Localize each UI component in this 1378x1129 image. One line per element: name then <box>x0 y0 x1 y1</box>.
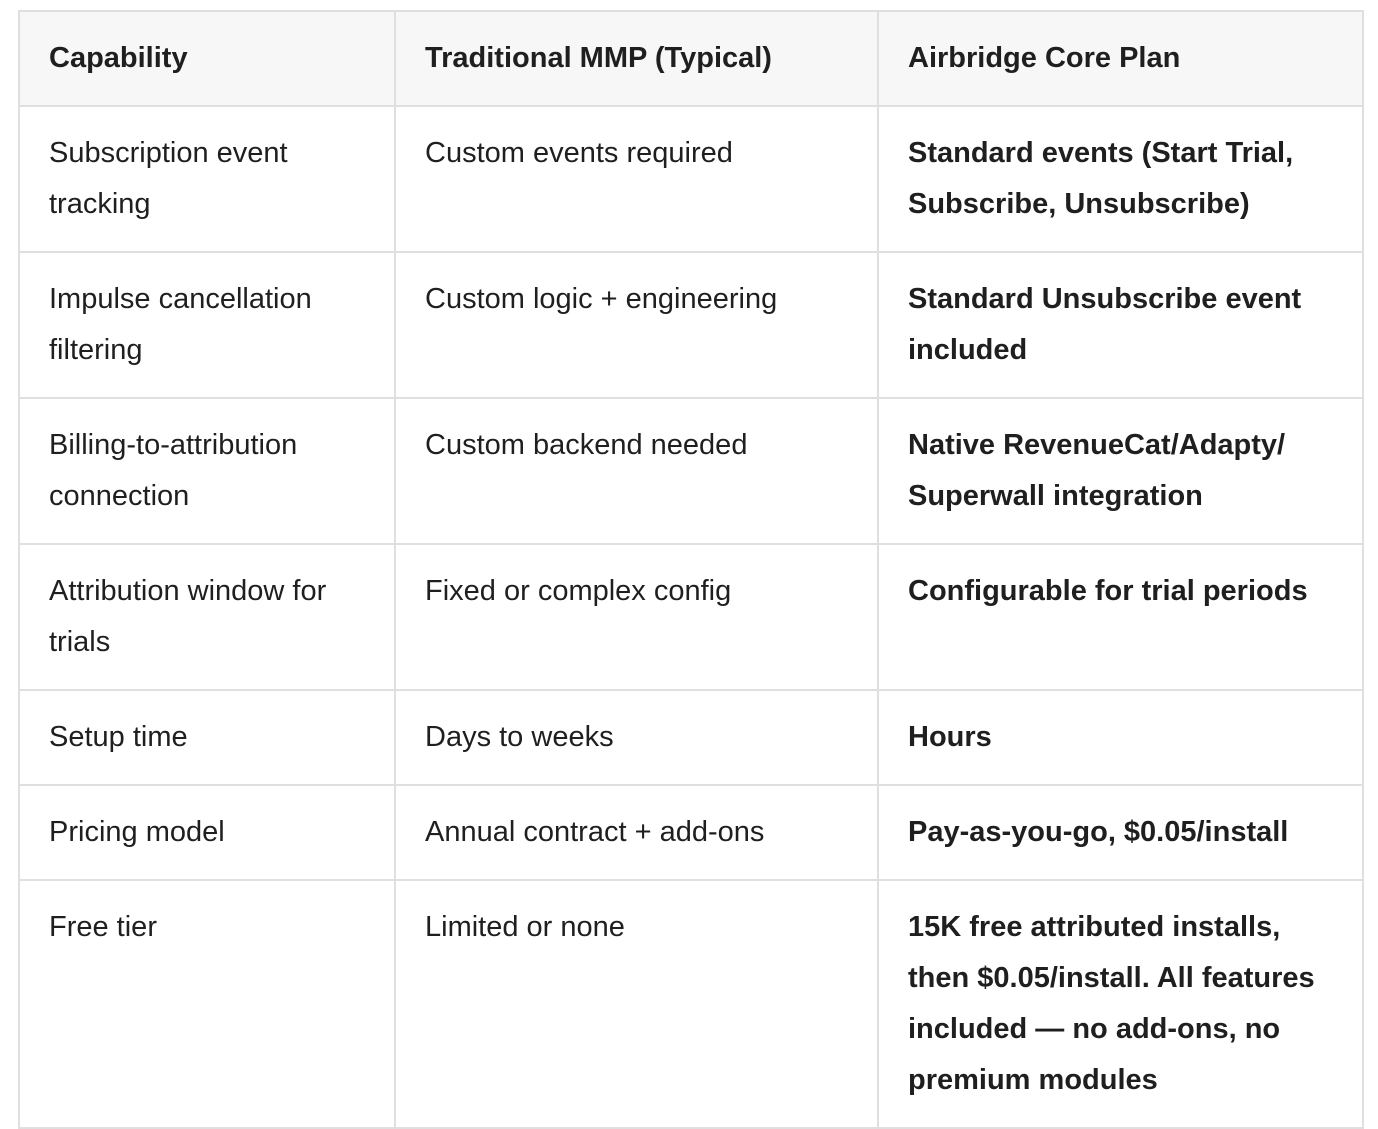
cell-traditional: Custom logic + engineering <box>395 252 878 398</box>
cell-traditional: Annual contract + add-ons <box>395 785 878 880</box>
table-row <box>19 785 1363 880</box>
cell-capability: Subscription event tracking <box>19 106 395 252</box>
table-row <box>19 252 1363 398</box>
table-header-row <box>19 11 1363 106</box>
cell-capability: Setup time <box>19 690 395 785</box>
header-traditional-mmp: Traditional MMP (Typical) <box>395 11 878 106</box>
table-row <box>19 106 1363 252</box>
comparison-table <box>18 10 1364 1129</box>
table-row <box>19 880 1363 1128</box>
cell-traditional: Limited or none <box>395 880 878 1128</box>
cell-capability: Billing-to-attribution connection <box>19 398 395 544</box>
cell-capability: Impulse cancellation filtering <box>19 252 395 398</box>
table-row <box>19 544 1363 690</box>
table-row <box>19 690 1363 785</box>
cell-capability: Pricing model <box>19 785 395 880</box>
cell-airbridge: 15K free attributed installs, then $0.05/install. All features included — no add-ons, no premium modules <box>878 880 1363 1128</box>
cell-airbridge: Hours <box>878 690 1363 785</box>
cell-airbridge: Native RevenueCat/Adapty/ Superwall integration <box>878 398 1363 544</box>
cell-traditional: Custom events required <box>395 106 878 252</box>
cell-airbridge: Standard events (Start Trial, Subscribe, Unsubscribe) <box>878 106 1363 252</box>
header-airbridge-core-plan: Airbridge Core Plan <box>878 11 1363 106</box>
comparison-table-container <box>18 10 1362 1129</box>
cell-airbridge: Pay-as-you-go, $0.05/install <box>878 785 1363 880</box>
table-row <box>19 398 1363 544</box>
cell-airbridge: Standard Unsubscribe event included <box>878 252 1363 398</box>
cell-traditional: Fixed or complex config <box>395 544 878 690</box>
header-capability: Capability <box>19 11 395 106</box>
cell-traditional: Days to weeks <box>395 690 878 785</box>
cell-capability: Free tier <box>19 880 395 1128</box>
cell-traditional: Custom backend needed <box>395 398 878 544</box>
cell-airbridge: Configurable for trial periods <box>878 544 1363 690</box>
cell-capability: Attribution window for trials <box>19 544 395 690</box>
